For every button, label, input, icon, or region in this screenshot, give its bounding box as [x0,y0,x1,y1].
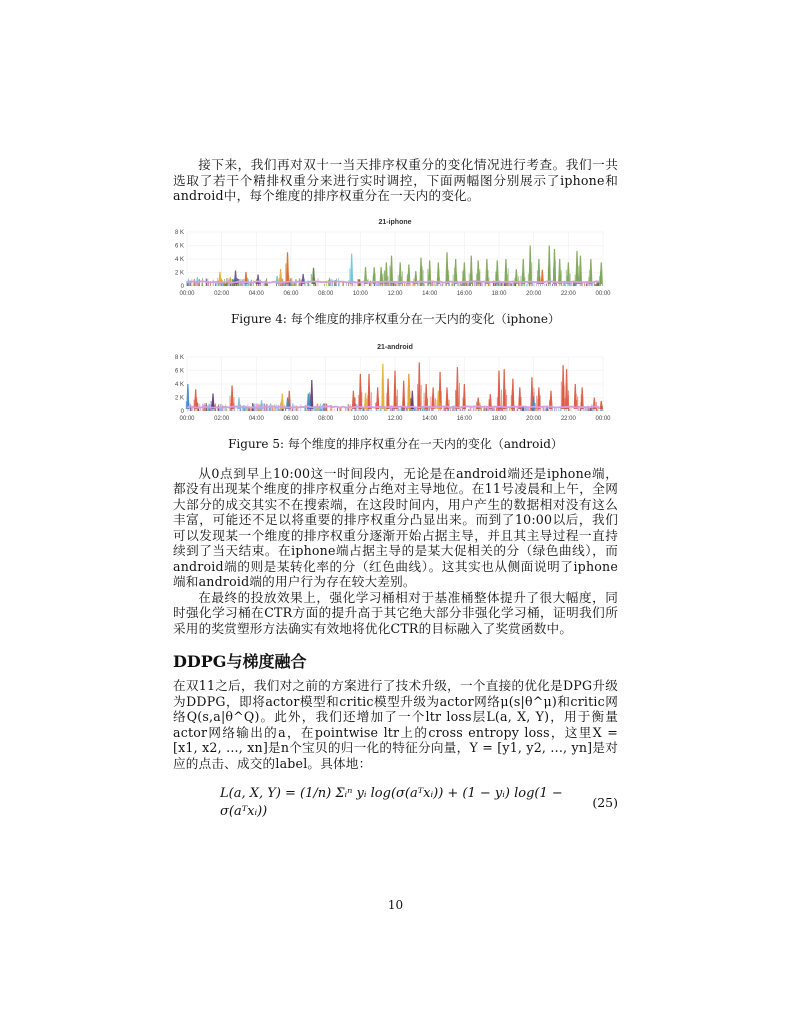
x-tick-label: 08:00 [318,415,334,422]
chart-title: 21-android [377,343,413,351]
y-tick-label: 2 K [174,270,184,276]
data-spike [230,385,233,409]
x-tick-label: 10:00 [352,290,368,297]
y-tick-label: 6 K [174,368,184,374]
y-tick-label: 0 [180,408,184,415]
y-tick-label: 4 K [174,256,184,263]
section-heading: DDPG与梯度融合 [173,652,307,671]
chart-android [173,341,618,429]
intro-paragraph: 接下来，我们再对双十一当天排序权重分的变化情况进行考查。我们一共选取了若干个精排权重分来进行实时调控，下面两幅图分别展示了iphone和android中，每个维度的排序权重分在一天内的变化。 [173,157,618,203]
x-tick-label: 16:00 [456,290,472,297]
x-tick-label: 02:00 [214,415,230,422]
y-tick-label: 6 K [174,243,184,249]
x-tick-label: 12:00 [387,290,403,297]
data-spike [393,370,396,408]
x-tick-label: 00:00 [595,415,611,422]
x-tick-label: 06:00 [283,290,299,297]
chart-title: 21-iphone [378,218,412,226]
chart-iphone [173,216,618,304]
y-tick-label: 8 K [174,354,184,361]
figure-5-caption: Figure 5: 每个维度的排序权重分在一天内的变化（android） [228,436,563,451]
equation: L(a, X, Y) = (1/n) Σᵢⁿ yᵢ log(σ(aᵀxᵢ)) + (1 − yᵢ) log(1 − σ(aᵀxᵢ)) [220,786,563,819]
x-tick-label: 20:00 [526,290,542,297]
x-tick-label: 14:00 [422,415,438,422]
x-tick-label: 12:00 [387,415,403,422]
y-tick-label: 2 K [174,395,184,401]
x-tick-label: 02:00 [214,290,230,297]
analysis-paragraph: 从0点到早上10:00这一时间段内，无论是在android端还是iphone端，都没有出现某个维度的排序权重分占绝对主导地位。在11号凌晨和上午，全网大部分的成交其实不在搜索端，在这段时间内，用户产生的数据相对没有这么丰富，可能还不足以将重要的排序权重分凸显出来。而到了10:00以后，我们可以发现某一个维度的排序权重分逐渐开始占据主导，并且其主导过程一直持续到了当天结束。在iphone端占据主导的是某大促相关的分（绿色曲线），而android端的则是某转化率的分（红色曲线）。这其实也从侧面说明了iphone端和android端的用户行为存在较大差别。 [173,465,618,589]
x-tick-label: 04:00 [248,415,264,422]
equation-row [173,785,618,821]
x-tick-label: 22:00 [560,415,576,422]
ddpg-paragraph: 在双11之后，我们对之前的方案进行了技术升级，一个直接的优化是DPG升级为DDPG，即将actor模型和critic模型升级为actor网络μ(s|θ^μ)和critic网络Q(s,a|θ^Q)。此外，我们还增加了一个ltr loss层L(a, X, Y)，用于衡量actor网络输出的a，在pointwise ltr上的cross entropy loss，这里X = [x1, x2, ..., xn]是n个宝贝的归一化的特征分向量，Y = [y1, y2, ..., yn]是对应的点击、成交的label。具体地： [173,678,618,771]
x-tick-label: 08:00 [318,290,334,297]
x-tick-label: 22:00 [560,290,576,297]
x-tick-label: 00:00 [179,415,195,422]
x-tick-label: 10:00 [352,415,368,422]
equation-number: (25) [592,795,618,810]
x-tick-label: 14:00 [422,290,438,297]
y-tick-label: 0 [180,283,184,290]
y-tick-label: 8 K [174,229,184,236]
x-tick-label: 18:00 [491,290,507,297]
x-tick-label: 00:00 [179,290,195,297]
baseline-series [187,281,600,282]
page-column [173,157,618,821]
x-tick-label: 06:00 [283,415,299,422]
x-tick-label: 20:00 [526,415,542,422]
figure-4-caption: Figure 4: 每个维度的排序权重分在一天内的变化（iphone） [230,311,561,326]
x-tick-label: 00:00 [595,290,611,297]
x-tick-label: 18:00 [491,415,507,422]
page-number: 10 [387,898,404,912]
x-tick-label: 04:00 [248,290,264,297]
y-tick-label: 4 K [174,381,184,388]
result-paragraph: 在最终的投放效果上，强化学习桶相对于基准桶整体提升了很大幅度，同时强化学习桶在CTR方面的提升高于其它绝大部分非强化学习桶，证明我们所采用的奖赏塑形方法确实有效地将优化CTR的目标融入了奖赏函数中。 [173,589,618,636]
x-tick-label: 16:00 [456,415,472,422]
